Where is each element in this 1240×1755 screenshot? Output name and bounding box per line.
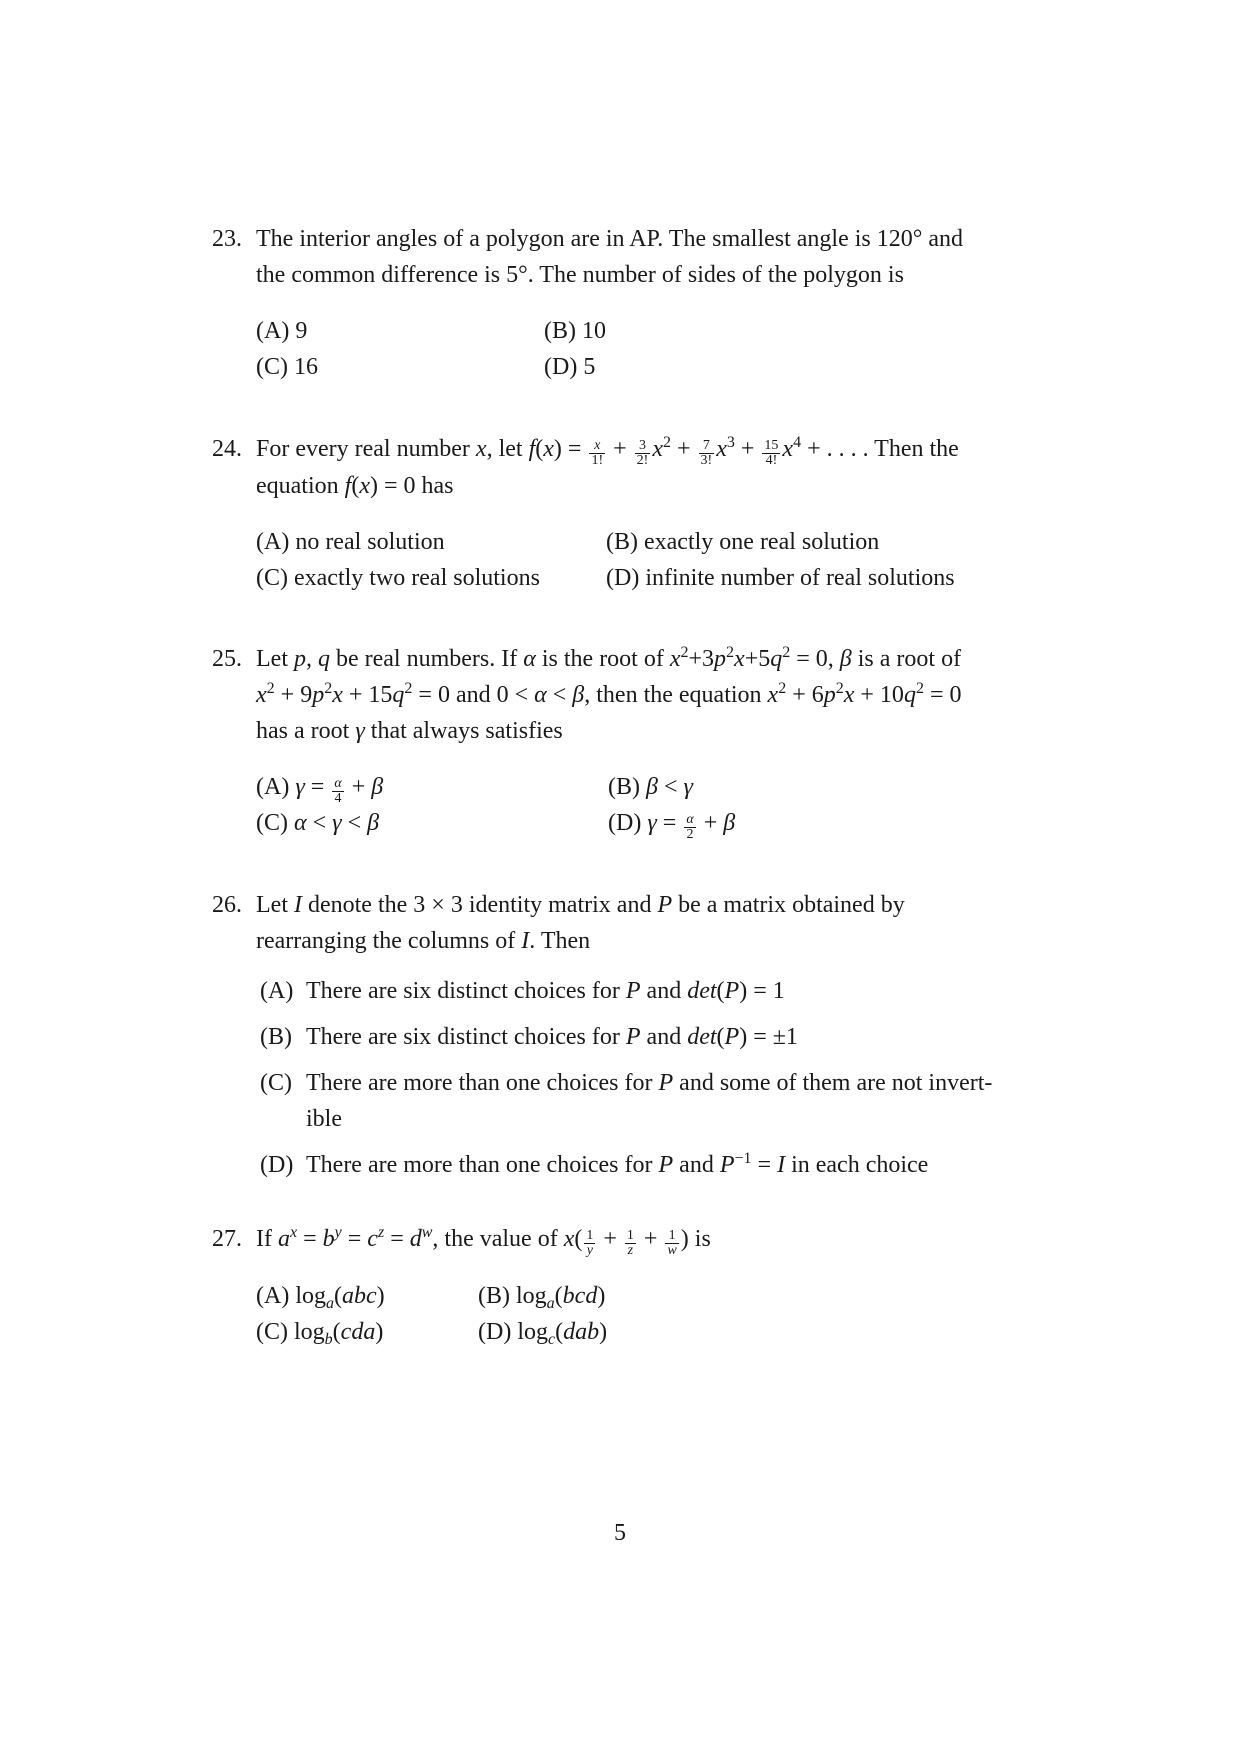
option-d[interactable]: (D) $\log_c(dab)$ (478, 1319, 608, 1348)
question-23 (212, 221, 1076, 381)
question-line: rearranging the columns of I. Then (256, 928, 591, 954)
question-24 (212, 431, 1076, 591)
page-number: 5 (614, 1520, 626, 1546)
option-c[interactable]: (C) α < γ < β (256, 810, 380, 836)
option-label: (A) (260, 978, 294, 1004)
option-c[interactable]: (C) 16 (256, 354, 318, 380)
option-label: (D) (260, 1152, 294, 1178)
option-a[interactable]: (A) no real solution (256, 529, 445, 555)
option-d[interactable]: (D) There are more than one choices for P and $P^{-1} = I$ in each choice (256, 1147, 1076, 1187)
options (256, 973, 1076, 1187)
option-label: (B) (260, 1024, 292, 1050)
options (256, 1278, 1076, 1350)
question-number: 26. (212, 892, 242, 918)
question-line: has a root γ that always satisfies (256, 718, 563, 744)
option-d[interactable]: (D) γ = $\frac{\alpha}{2}$ + β (608, 810, 736, 842)
question-text (256, 431, 1076, 504)
question-line: For every real number x, let f(x) = $\frac{x}{1!}$ + $\frac{3}{2!}$ $x^2$ + $\frac{7}{3!}$ $x^3$ + $\frac{15}{4!}$ $x^4$ + . . . . Then the (256, 434, 959, 468)
question-number: 27. (212, 1226, 242, 1252)
options (256, 769, 1076, 841)
options (256, 524, 1076, 596)
option-b[interactable]: (B) There are six distinct choices for P and det(P) = ±1 (256, 1019, 1076, 1065)
question-27 (212, 1221, 1076, 1351)
question-26 (212, 887, 1076, 1177)
option-b[interactable]: (B) exactly one real solution (606, 529, 880, 555)
option-a[interactable]: (A) γ = $\frac{\alpha}{4}$ + β (256, 774, 384, 806)
option-a[interactable]: (A) There are six distinct choices for P and det(P) = 1 (256, 973, 1076, 1019)
question-text (256, 221, 1076, 293)
option-label: (C) (260, 1070, 292, 1096)
question-text (256, 1221, 1076, 1258)
question-line: Let p, q be real numbers. If α is the root of $x^2+3p^2x+5q^2 = 0$, β is a root of (256, 644, 962, 672)
option-a[interactable]: (A) 9 (256, 318, 308, 344)
question-text (256, 887, 1076, 959)
option-b[interactable]: (B) $\log_a(bcd)$ (478, 1283, 606, 1312)
option-c[interactable]: (C) exactly two real solutions (256, 565, 540, 591)
question-number: 25. (212, 646, 242, 672)
question-line: The interior angles of a polygon are in AP. The smallest angle is 120° and (256, 226, 964, 252)
option-a[interactable]: (A) $\log_a(abc)$ (256, 1283, 385, 1312)
options (256, 313, 1076, 385)
question-25 (212, 641, 1076, 842)
question-line: the common difference is 5°. The number of sides of the polygon is (256, 262, 904, 288)
question-line: If $a^x = b^y = c^z = d^w$, the value of x( $\frac{1}{y}$ + $\frac{1}{z}$ + $\frac{1}{w}$ ) is (256, 1224, 711, 1258)
option-b[interactable]: (B) 10 (544, 318, 606, 344)
question-text (256, 641, 1076, 749)
option-c[interactable]: (C) There are more than one choices for P and some of them are not invert- ible (256, 1065, 1076, 1147)
question-line: equation f(x) = 0 has (256, 473, 454, 499)
option-d[interactable]: (D) infinite number of real solutions (606, 565, 955, 591)
option-b[interactable]: (B) β < γ (608, 774, 693, 800)
option-d[interactable]: (D) 5 (544, 354, 596, 380)
question-number: 24. (212, 436, 242, 462)
question-list (212, 221, 1076, 1351)
question-line: $x^2 + 9p^2x + 15q^2 = 0$ and 0 < α < β, then the equation $x^2 + 6p^2x + 10q^2 = 0$ (256, 680, 962, 708)
question-number: 23. (212, 226, 242, 252)
question-line: Let I denote the 3 × 3 identity matrix and P be a matrix obtained by (256, 892, 905, 918)
option-c[interactable]: (C) $\log_b(cda)$ (256, 1319, 384, 1348)
